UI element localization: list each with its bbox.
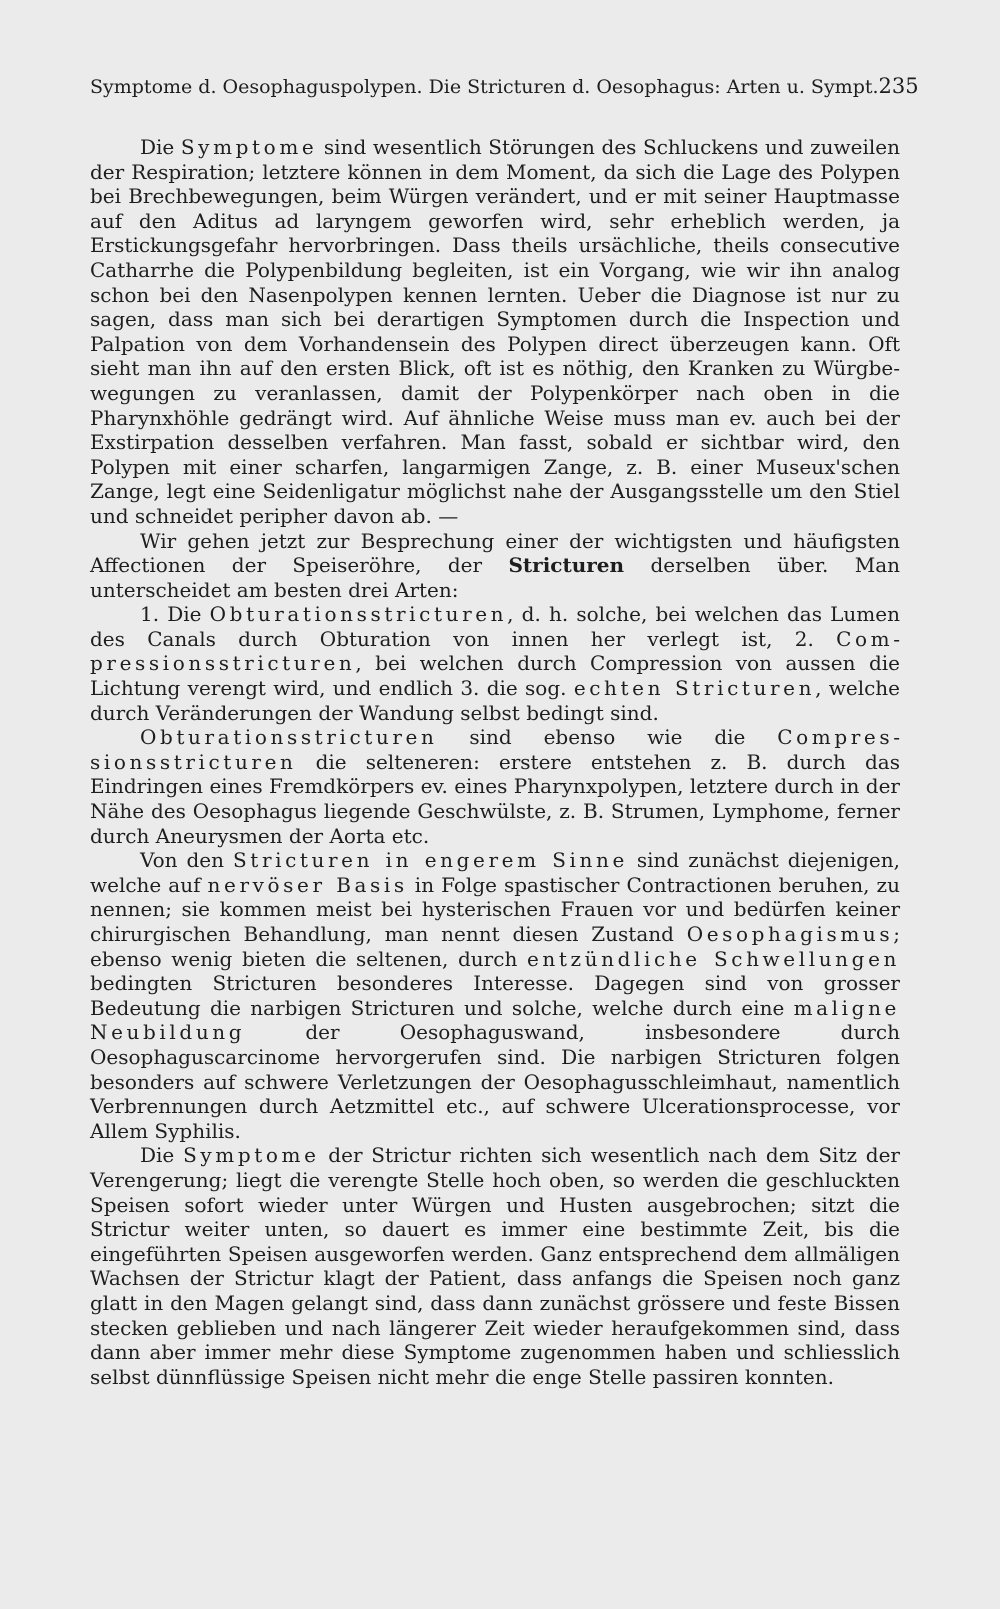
spaced-term: Stricturen in engerem Sinne: [233, 848, 628, 873]
spaced-term: echten Stricturen: [573, 676, 816, 701]
spaced-term: Symptome: [180, 135, 318, 159]
text-run: die selteneren: erstere entstehen z. B. durch das Eindringen eines Fremdkörpers ev. eines Pharynxpolypen, letztere durch in der Nähe des Oesophagus liegende Geschwülste, z. B. Strumen, Lymphome, ferner durch Aneurysmen der Aorta etc.: [90, 749, 900, 848]
text-run: Wir gehen jetzt zur Besprechung einer der wichtigsten und häufigsten Affectionen der Speiseröhre, der: [90, 528, 900, 578]
paragraph-obturation: [90, 725, 900, 848]
text-run: , d. h. solche, bei welchen das Lumen des Canals durch Obturation von innen her verlegt ist, 2.: [90, 602, 900, 651]
text-run: bedingten Stricturen besonderes Interesse. Dagegen sind von grosser Bedeutung die narbigen Stricturen und solche, welche durch eine: [90, 971, 900, 1020]
text-run: Die: [140, 1143, 184, 1168]
spaced-term: nervöser Basis: [207, 872, 408, 897]
text-run: sind wesentlich Störungen des Schluckens und zuweilen der Respiration; letztere können in dem Moment, da sich die Lage des Polypen bei Brechbewegungen, beim Würgen verändert, und er mit seiner Hauptmasse auf den Aditus ad laryngem geworfen wird, sehr erheblich werden, ja Erstickungsgefahr hervorbringen. Dass theils ursächliche, theils consecutive Catharrhe die Polypenbildung begleiten, ist ein Vorgang, wie wir ihn analog schon bei den Nasenpolypen kennen lernten. Ueber die Diagnose ist nur zu sagen, dass man sich bei derartigen Symptomen durch die Inspection und Palpation von dem Vorhandensein des Polypen direct überzeugen kann. Oft sieht man ihn auf den ersten Blick, oft ist es nöthig, den Kranken zu Würgbewegungen zu veranlassen, damit der Polypenkörper nach oben in die Pharynxhöhle gedrängt wird. Auf ähnliche Weise muss man ev. auch bei der Exstirpation desselben verfahren. Man fasst, sobald er sichtbar wird, den Polypen mit einer scharfen, langarmigen Zange, z. B. einer Museux'schen Zange, legt eine Seidenligatur möglichst nahe der Ausgangsstelle um den Stiel und schneidet peripher davon ab. —: [90, 135, 901, 528]
text-run: Von den: [140, 848, 233, 873]
spaced-term: Oesophagismus: [686, 922, 894, 946]
spaced-term: Obturationsstricturen: [140, 725, 438, 750]
spaced-term: Obturationsstricturen: [209, 602, 508, 627]
text-run: , bei welchen durch Compression von aussen die Lichtung verengt wird, und endlich 3. die sog.: [90, 651, 900, 701]
body-text: [90, 135, 900, 1389]
spaced-term: entzündliche Schwellungen: [526, 946, 900, 971]
running-head-title: Symptome d. Oesophaguspolypen. Die Stricturen d. Oesophagus: Arten u. Sympt.: [90, 76, 879, 98]
spaced-term: maligne Neubildung: [90, 995, 900, 1045]
bold-term: Stricturen: [508, 553, 625, 578]
spaced-term: Symptome: [183, 1143, 320, 1168]
text-run: sind ebenso wie die: [437, 725, 778, 750]
text-run: sind zunächst diejenigen, welche auf: [90, 848, 900, 897]
text-run: der Strictur richten sich wesentlich nach dem Sitz der Verengerung; liegt die verengte Stelle hoch oben, so werden die geschluckten Speisen sofort wieder unter Würgen und Husten ausgebrochen; sitzt die Strictur weiter unten, so dauert es immer eine bestimmte Zeit, bis die eingeführten Speisen ausgeworfen werden. Ganz entsprechend dem allmäligen Wachsen der Strictur klagt der Patient, dass anfangs die Speisen noch ganz glatt in den Magen gelangt sind, dass dann zunächst grössere und feste Bissen stecken geblieben und nach längerer Zeit wieder heraufgekommen sind, dass dann aber immer mehr diese Symptome zugenommen haben und schliesslich selbst dünnflüssige Speisen nicht mehr die enge Stelle passiren konnten.: [90, 1143, 900, 1389]
spaced-term: Compressionsstricturen: [90, 725, 900, 774]
page-number: 235: [878, 74, 919, 98]
paragraph-strictur-symptoms: [90, 1143, 900, 1389]
spaced-term: Compressionsstricturen: [90, 626, 900, 676]
paragraph-symptoms-polyps: [90, 135, 900, 529]
text-run: der Oesophaguswand, insbesondere durch Oesophaguscarcinome hervorgerufen sind. Die narbigen Stricturen folgen besonders auf schwere Verletzungen der Oesophagusschleimhaut, namentlich Verbrennungen durch Aetzmittel etc., auf schwere Ulcerationsprocesse, vor Allem Syphilis.: [90, 1020, 900, 1143]
text-run: derselben über. Man unterscheidet am besten drei Arten:: [90, 553, 901, 602]
paragraph-three-types: [90, 602, 900, 725]
text-run: in Folge spastischer Contractionen beruhen, zu nennen; sie kommen meist bei hysterischen Frauen vor und bedürfen keiner chirurgischen Behandlung, man nennt diesen Zustand: [90, 872, 900, 946]
text-run: , welche durch Veränderungen der Wandung selbst bedingt sind.: [90, 676, 901, 725]
text-run: ; ebenso wenig bieten die seltenen, durch: [90, 922, 900, 971]
running-head: [90, 74, 919, 99]
paragraph-stricturen-intro: [90, 529, 900, 603]
text-run: 1. Die: [140, 602, 210, 627]
paragraph-stricturen-engeren-sinne: [90, 848, 900, 1143]
text-run: Die: [140, 135, 181, 159]
